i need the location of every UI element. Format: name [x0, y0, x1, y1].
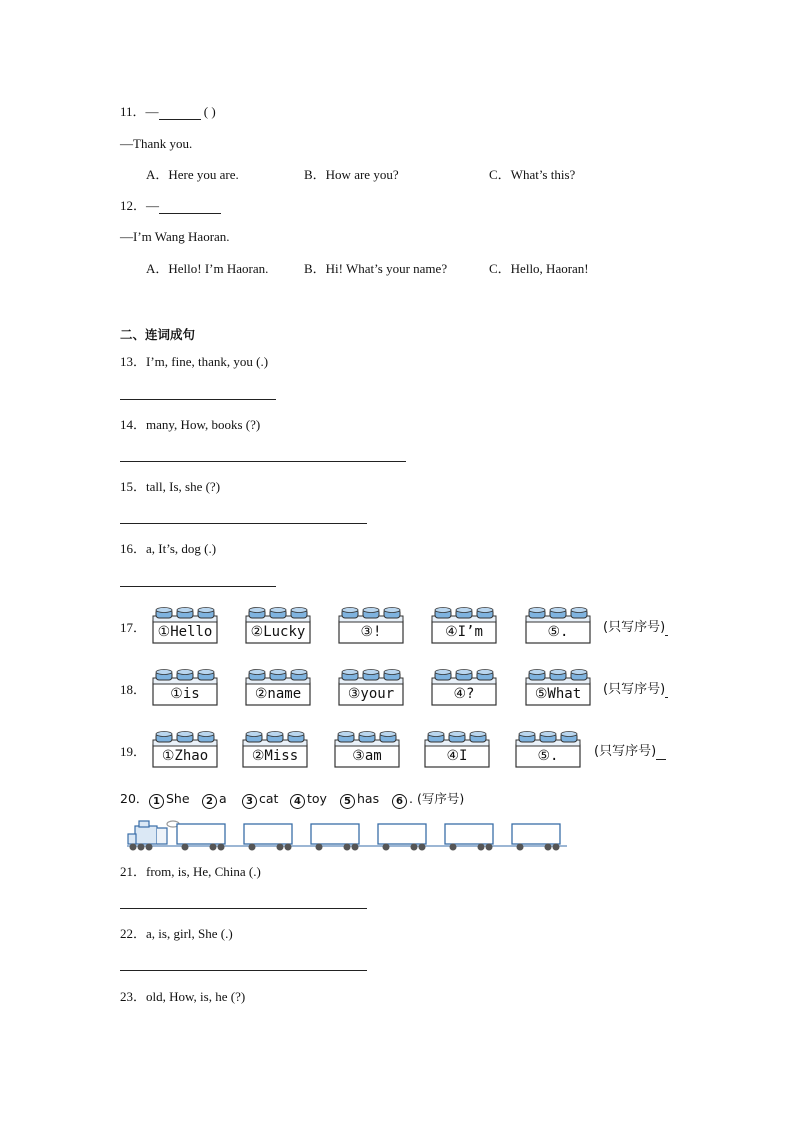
q19-hint-text: (只写序号) [594, 744, 657, 759]
q11-option-a[interactable]: A．Here you are. [146, 167, 239, 182]
q12-option-c[interactable]: C．Hello, Haoran! [489, 261, 589, 276]
q22-prompt [120, 926, 233, 942]
q20-word-1-num: 1 [149, 794, 164, 809]
q21-words: from, is, He, China (.) [146, 864, 261, 879]
brick-stud-top [470, 732, 486, 737]
train-wheel [545, 844, 552, 851]
q19-number: 19． [120, 744, 147, 759]
brick-stud-top [177, 732, 193, 737]
q17-brick-2-label: ②Lucky [250, 624, 306, 640]
q20-word-3 [242, 791, 278, 809]
q22-words: a, is, girl, She (.) [146, 926, 233, 941]
q12-option-b[interactable]: B．Hi! What’s your name? [304, 261, 448, 276]
train-wheel [285, 844, 292, 851]
q11-option-c[interactable]: C．What’s this? [489, 167, 576, 182]
q17-hint [603, 620, 668, 636]
brick-stud-top [529, 608, 545, 613]
q14-number: 14． [120, 417, 147, 432]
brick-stud-top [156, 732, 172, 737]
q20-word-6 [392, 791, 464, 809]
q17-brick-5-label: ⑤. [547, 624, 569, 640]
q17-brick-4-label: ④I’m [445, 624, 483, 640]
q20-word-5 [340, 791, 379, 809]
q20-word-3-text: cat [259, 791, 279, 806]
brick-stud-top [561, 732, 577, 737]
q11-dash: — [145, 104, 159, 119]
q23-words: old, How, is, he (?) [146, 989, 246, 1004]
q18-brick-4[interactable] [431, 669, 497, 706]
q11-line [120, 104, 216, 120]
train-car-5 [445, 824, 493, 844]
brick-stud-top [156, 608, 172, 613]
train-wheel [450, 844, 457, 851]
q19-brick-4[interactable] [424, 731, 490, 768]
train-illustration [127, 818, 567, 854]
q20-word-6-num: 6 [392, 794, 407, 809]
brick-stud-top [529, 670, 545, 675]
q20-word-5-num: 5 [340, 794, 355, 809]
q23-number: 23． [120, 989, 147, 1004]
q19-brick-1-label: ①Zhao [161, 748, 209, 764]
q22-number: 22． [120, 926, 147, 941]
brick-stud-top [177, 608, 193, 613]
train-wheel [553, 844, 560, 851]
q18-brick-3-label: ③your [347, 686, 395, 702]
q20-word-5-text: has [357, 791, 380, 806]
q18-number: 18． [120, 682, 147, 697]
q12-answer-blank[interactable] [159, 200, 221, 214]
q11-reply: —Thank you. [120, 136, 193, 151]
brick-stud-top [270, 608, 286, 613]
q19-answer-blank[interactable] [656, 746, 666, 760]
section-heading: 二、连词成句 [120, 327, 196, 342]
train-car-2 [244, 824, 292, 844]
brick-stud-top [177, 670, 193, 675]
brick-stud-top [338, 732, 354, 737]
q13-prompt [120, 354, 268, 370]
brick-stud-top [428, 732, 444, 737]
q17-brick-4[interactable] [431, 607, 497, 644]
train-wheel [182, 844, 189, 851]
brick-stud-top [571, 608, 587, 613]
brick-stud-top [550, 608, 566, 613]
q17-brick-3-label: ③! [360, 624, 382, 640]
engine-wheel [138, 844, 145, 851]
q20-number: 20． [120, 791, 149, 806]
train-car-3 [311, 824, 359, 844]
brick-stud-top [198, 732, 214, 737]
brick-stud-top [550, 670, 566, 675]
q20-word-1 [149, 791, 190, 809]
q19-brick-3[interactable] [334, 731, 400, 768]
q15-prompt [120, 479, 220, 495]
brick-stud-top [291, 670, 307, 675]
q19-brick-3-label: ③am [352, 748, 382, 764]
q17-brick-3[interactable] [338, 607, 404, 644]
q14-prompt [120, 417, 260, 433]
train-wheel [419, 844, 426, 851]
train-wheel [517, 844, 524, 851]
q12-option-a[interactable]: A．Hello! I’m Haoran. [146, 261, 269, 276]
q17-answer-blank[interactable] [665, 622, 668, 636]
q14-words: many, How, books (?) [146, 417, 261, 432]
q19-brick-5-label: ⑤. [537, 748, 559, 764]
q19-brick-1[interactable] [152, 731, 218, 768]
q11-answer-blank[interactable] [159, 106, 201, 120]
train-wheel [210, 844, 217, 851]
q19-brick-2-label: ②Miss [251, 748, 299, 764]
q20-word-3-num: 3 [242, 794, 257, 809]
engine-wheel [146, 844, 153, 851]
q19-hint [594, 744, 666, 760]
q15-words: tall, Is, she (?) [146, 479, 221, 494]
brick-stud-top [270, 670, 286, 675]
q19-brick-5[interactable] [515, 731, 581, 768]
brick-stud-top [267, 732, 283, 737]
brick-stud-top [456, 608, 472, 613]
q21-prompt [120, 864, 261, 880]
q18-answer-blank[interactable] [665, 684, 668, 698]
brick-stud-top [384, 670, 400, 675]
train-car-4 [378, 824, 426, 844]
brick-stud-top [342, 670, 358, 675]
q17-number: 17． [120, 620, 147, 635]
q17-hint-text: (只写序号) [603, 620, 666, 635]
brick-stud-top [198, 608, 214, 613]
q19-brick-4-label: ④I [446, 748, 468, 764]
q23-prompt [120, 989, 245, 1005]
train-wheel [352, 844, 359, 851]
q20-word-2-text: a [219, 791, 227, 806]
q18-brick-5-label: ⑤What [534, 686, 582, 702]
q20-word-1-text: She [166, 791, 190, 806]
train-wheel [218, 844, 225, 851]
q16-prompt [120, 541, 216, 557]
q16-number: 16． [120, 541, 147, 556]
q15-answer-line[interactable] [120, 523, 367, 524]
brick-stud-top [384, 608, 400, 613]
brick-stud-top [342, 608, 358, 613]
brick-stud-top [363, 608, 379, 613]
q17-brick-5[interactable] [525, 607, 591, 644]
q17-brick-1[interactable] [152, 607, 218, 644]
train-wheel [486, 844, 493, 851]
q16-answer-line[interactable] [120, 586, 276, 587]
q18-brick-4-label: ④? [453, 686, 475, 702]
q17-brick-1-label: ①Hello [157, 624, 213, 640]
brick-stud-top [288, 732, 304, 737]
q12-dash: — [146, 198, 160, 213]
train-wheel [411, 844, 418, 851]
q20-word-4 [290, 791, 327, 809]
engine-wheel [130, 844, 137, 851]
q20-word-4-text: toy [307, 791, 327, 806]
q21-answer-line[interactable] [120, 908, 367, 909]
q19-brick-2[interactable] [242, 731, 308, 768]
brick-stud-top [540, 732, 556, 737]
train-wheel [383, 844, 390, 851]
brick-stud-top [519, 732, 535, 737]
q15-number: 15． [120, 479, 147, 494]
train-car-6 [512, 824, 560, 844]
brick-stud-top [435, 608, 451, 613]
q11-option-b[interactable]: B．How are you? [304, 167, 399, 182]
q11-number: 11． [120, 104, 146, 119]
q12-reply: —I’m Wang Haoran. [120, 229, 230, 244]
q22-answer-line[interactable] [120, 970, 367, 971]
q11-paren: ( ) [203, 104, 216, 119]
train-wheel [478, 844, 485, 851]
brick-stud-top [249, 670, 265, 675]
q18-brick-2-label: ②name [254, 686, 302, 702]
brick-stud-top [291, 608, 307, 613]
q13-number: 13． [120, 354, 147, 369]
q18-brick-5[interactable] [525, 669, 591, 706]
train-wheel [344, 844, 351, 851]
brick-stud-top [380, 732, 396, 737]
brick-stud-top [198, 670, 214, 675]
brick-stud-top [249, 608, 265, 613]
train-engine [128, 821, 179, 844]
q18-brick-1-label: ①is [170, 686, 200, 702]
brick-stud-top [246, 732, 262, 737]
train-wheel [249, 844, 256, 851]
brick-stud-top [363, 670, 379, 675]
q18-hint [603, 682, 668, 698]
brick-stud-top [435, 670, 451, 675]
train-car-1 [177, 824, 225, 844]
brick-stud-top [456, 670, 472, 675]
brick-stud-top [449, 732, 465, 737]
q13-words: I’m, fine, thank, you (.) [146, 354, 269, 369]
brick-stud-top [571, 670, 587, 675]
q20-word-2 [202, 791, 227, 809]
q12-number: 12． [120, 198, 147, 213]
q13-answer-line[interactable] [120, 399, 276, 400]
brick-stud-top [359, 732, 375, 737]
brick-stud-top [156, 670, 172, 675]
q16-words: a, It’s, dog (.) [146, 541, 217, 556]
train-wheel [316, 844, 323, 851]
q20-word-6-text: . (写序号) [409, 791, 465, 806]
q20-word-2-num: 2 [202, 794, 217, 809]
q18-brick-2[interactable] [245, 669, 311, 706]
q18-brick-3[interactable] [338, 669, 404, 706]
q18-brick-1[interactable] [152, 669, 218, 706]
train-wheel [277, 844, 284, 851]
q18-hint-text: (只写序号) [603, 682, 666, 697]
q12-line [120, 198, 221, 214]
brick-stud-top [477, 608, 493, 613]
q17-brick-2[interactable] [245, 607, 311, 644]
q21-number: 21． [120, 864, 147, 879]
q14-answer-line[interactable] [120, 461, 406, 462]
brick-stud-top [477, 670, 493, 675]
q20-word-4-num: 4 [290, 794, 305, 809]
